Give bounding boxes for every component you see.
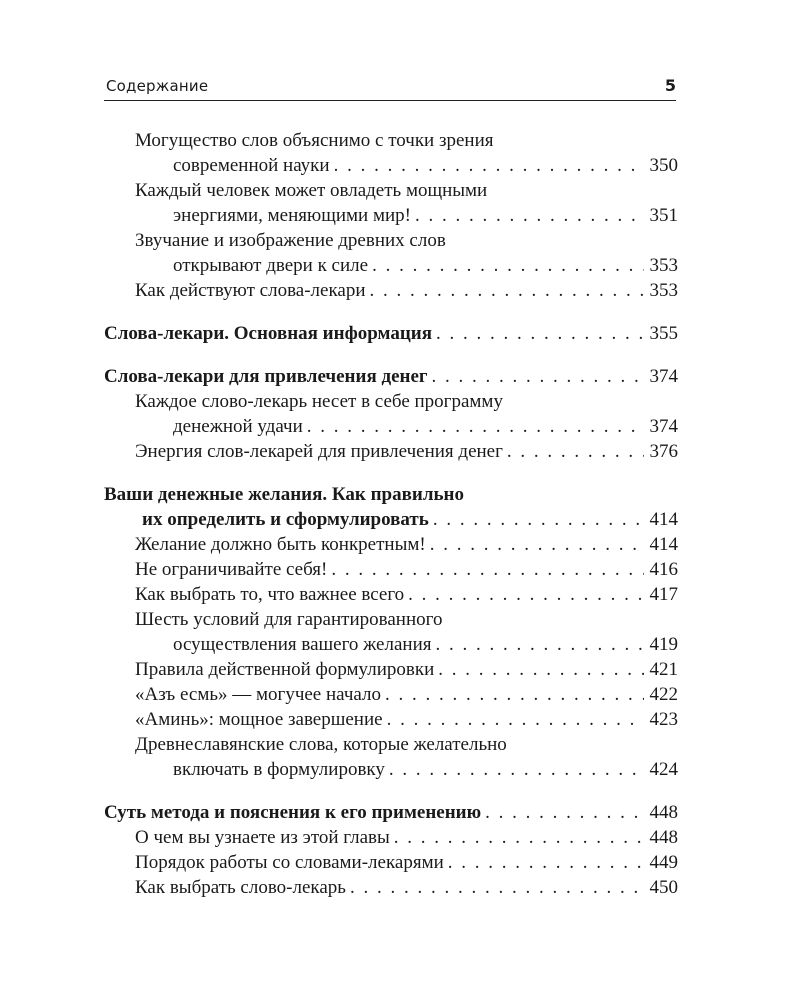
toc-page-number: 374 [649,366,678,387]
toc-page-number: 353 [649,255,678,276]
dot-leader [303,414,644,439]
toc-line [135,532,678,557]
dot-leader [330,153,644,178]
dot-leader [381,682,644,707]
toc-entry-title: их определить и сформулировать [142,509,429,530]
toc-entry-title: Не ограничивайте себя! [135,559,328,580]
toc-entry-title: Правила действенной формулировки [135,659,435,680]
dot-leader [404,582,643,607]
toc-entry-title: Суть метода и пояснения к его применению [104,802,482,823]
toc-section[interactable] [104,707,678,732]
section-gap [104,782,678,800]
toc-line [135,439,678,464]
toc-section[interactable] [104,557,678,582]
toc-line [135,757,678,782]
toc-page-number: 414 [649,509,678,530]
toc-entry-title: Каждый человек может овладеть мощными [135,180,488,201]
toc-entry-title: открывают двери к силе [173,255,369,276]
toc-line [135,657,678,682]
toc-entry-title: Как выбрать то, что важнее всего [135,584,405,605]
toc-entry-title: осуществления вашего желания [173,634,432,655]
toc-page-number: 423 [649,709,678,730]
toc-entry-title: современной науки [173,155,330,176]
toc-line [135,557,678,582]
toc-entry-title: Звучание и изображение древних слов [135,230,446,251]
running-header-title: Содержание [106,77,209,95]
toc-section[interactable] [104,532,678,557]
toc-page-number: 350 [649,155,678,176]
toc-page-number: 419 [649,634,678,655]
toc-line [135,607,678,632]
toc-entry-title: Древнеславянские слова, которые желательно [135,734,507,755]
toc-line [104,321,678,346]
toc-line [135,203,678,228]
toc-entry-title: энергиями, меняющими мир! [173,205,411,226]
toc-page-number: 422 [649,684,678,705]
toc-line [104,507,678,532]
toc-section[interactable] [104,657,678,682]
toc-chapter[interactable] [104,364,678,389]
toc-entry-title: Могущество слов объяснимо с точки зрения [135,130,494,151]
toc-entry-title: Шесть условий для гарантированного [135,609,443,630]
toc-line [135,414,678,439]
toc-entry-title: Как выбрать слово-лекарь [135,877,346,898]
toc-chapter[interactable] [104,482,678,532]
toc-page-number: 374 [649,416,678,437]
toc-line [135,228,678,253]
dot-leader [434,657,643,682]
toc-line [104,364,678,389]
toc-page-number: 450 [649,877,678,898]
toc-page-number: 448 [649,827,678,848]
dot-leader [429,507,644,532]
toc-page-number: 353 [649,280,678,301]
dot-leader [346,875,644,900]
page-number: 5 [664,76,676,95]
table-of-contents [104,128,678,900]
toc-section[interactable] [104,732,678,782]
toc-page-number: 449 [649,852,678,873]
dot-leader [431,632,643,657]
toc-line [135,178,678,203]
toc-line [135,707,678,732]
toc-section[interactable] [104,178,678,228]
dot-leader [368,253,643,278]
toc-line [135,278,678,303]
toc-entry-title: Порядок работы со словами-лекарями [135,852,444,873]
toc-section[interactable] [104,439,678,464]
toc-entry-title: О чем вы узнаете из этой главы [135,827,390,848]
toc-entry-title: Каждое слово-лекарь несет в себе программу [135,391,503,412]
toc-section[interactable] [104,825,678,850]
toc-section[interactable] [104,850,678,875]
toc-page-number: 416 [649,559,678,580]
toc-page-number: 417 [649,584,678,605]
toc-chapter[interactable] [104,800,678,825]
toc-line [135,253,678,278]
toc-line [135,875,678,900]
toc-page-number: 448 [649,802,678,823]
dot-leader [432,321,644,346]
toc-section[interactable] [104,682,678,707]
toc-section[interactable] [104,128,678,178]
dot-leader [366,278,644,303]
toc-page-number: 414 [649,534,678,555]
toc-section[interactable] [104,875,678,900]
toc-line [135,153,678,178]
dot-leader [390,825,644,850]
section-gap [104,346,678,364]
toc-entry-title: Ваши денежные желания. Как правильно [104,484,464,505]
toc-chapter[interactable] [104,321,678,346]
section-gap [104,464,678,482]
toc-page-number: 421 [649,659,678,680]
dot-leader [481,800,643,825]
toc-page-number: 351 [649,205,678,226]
toc-line [135,732,678,757]
dot-leader [385,757,644,782]
toc-line [135,850,678,875]
dot-leader [428,364,644,389]
toc-entry-title: денежной удачи [173,416,303,437]
toc-section[interactable] [104,278,678,303]
dot-leader [383,707,644,732]
dot-leader [426,532,644,557]
toc-line [135,825,678,850]
toc-page-number: 355 [649,323,678,344]
section-gap [104,303,678,321]
toc-entry-title: включать в формулировку [173,759,385,780]
toc-line [135,682,678,707]
dot-leader [411,203,644,228]
toc-section[interactable] [104,228,678,278]
dot-leader [327,557,643,582]
toc-page-number: 376 [649,441,678,462]
toc-line [104,800,678,825]
running-header [104,76,676,101]
toc-section[interactable] [104,389,678,439]
toc-entry-title: Слова-лекари для привлечения денег [104,366,428,387]
toc-line [135,582,678,607]
toc-entry-title: Желание должно быть конкретным! [135,534,426,555]
toc-line [104,482,678,507]
toc-page-number: 424 [649,759,678,780]
toc-entry-title: Как действуют слова-лекари [135,280,366,301]
toc-section[interactable] [104,607,678,657]
toc-entry-title: Энергия слов-лекарей для привлечения денег [135,441,503,462]
toc-line [135,389,678,414]
toc-line [135,128,678,153]
toc-line [135,632,678,657]
toc-entry-title: «Азъ есмь» — могучее начало [135,684,381,705]
toc-section[interactable] [104,582,678,607]
toc-entry-title: Слова-лекари. Основная информация [104,323,432,344]
dot-leader [503,439,644,464]
toc-entry-title: «Аминь»: мощное завершение [135,709,383,730]
dot-leader [444,850,644,875]
